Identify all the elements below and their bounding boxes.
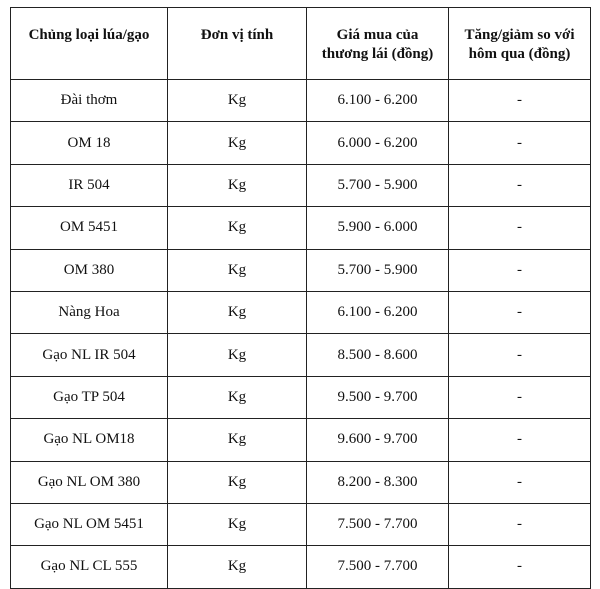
cell-change: -	[449, 334, 591, 376]
cell-change: -	[449, 419, 591, 461]
cell-rice-type: Gạo TP 504	[11, 376, 168, 418]
cell-unit: Kg	[168, 207, 307, 249]
table-row	[11, 249, 591, 291]
header-trader-price: Giá mua của thương lái (đồng)	[307, 8, 449, 80]
cell-unit: Kg	[168, 122, 307, 164]
table-row	[11, 291, 591, 333]
cell-change: -	[449, 291, 591, 333]
cell-rice-type: Nàng Hoa	[11, 291, 168, 333]
cell-trader-price: 9.600 - 9.700	[307, 419, 449, 461]
table-row	[11, 164, 591, 206]
cell-change: -	[449, 80, 591, 122]
cell-unit: Kg	[168, 249, 307, 291]
cell-change: -	[449, 461, 591, 503]
cell-rice-type: Đài thơm	[11, 80, 168, 122]
cell-unit: Kg	[168, 164, 307, 206]
cell-unit: Kg	[168, 503, 307, 545]
cell-rice-type: Gạo NL CL 555	[11, 546, 168, 588]
cell-rice-type: Gạo NL OM 5451	[11, 503, 168, 545]
cell-trader-price: 6.000 - 6.200	[307, 122, 449, 164]
cell-trader-price: 6.100 - 6.200	[307, 80, 449, 122]
cell-trader-price: 8.200 - 8.300	[307, 461, 449, 503]
cell-trader-price: 8.500 - 8.600	[307, 334, 449, 376]
cell-change: -	[449, 546, 591, 588]
cell-unit: Kg	[168, 546, 307, 588]
table-row	[11, 376, 591, 418]
cell-rice-type: Gạo NL OM18	[11, 419, 168, 461]
cell-change: -	[449, 249, 591, 291]
header-change: Tăng/giảm so với hôm qua (đồng)	[449, 8, 591, 80]
cell-rice-type: OM 5451	[11, 207, 168, 249]
cell-change: -	[449, 164, 591, 206]
cell-unit: Kg	[168, 461, 307, 503]
cell-unit: Kg	[168, 334, 307, 376]
cell-trader-price: 5.700 - 5.900	[307, 249, 449, 291]
cell-change: -	[449, 207, 591, 249]
table-header-row	[11, 8, 591, 80]
cell-rice-type: OM 380	[11, 249, 168, 291]
cell-rice-type: Gạo NL IR 504	[11, 334, 168, 376]
table-row	[11, 207, 591, 249]
cell-unit: Kg	[168, 291, 307, 333]
cell-rice-type: Gạo NL OM 380	[11, 461, 168, 503]
cell-trader-price: 7.500 - 7.700	[307, 503, 449, 545]
cell-unit: Kg	[168, 376, 307, 418]
cell-trader-price: 9.500 - 9.700	[307, 376, 449, 418]
cell-trader-price: 7.500 - 7.700	[307, 546, 449, 588]
table-row	[11, 461, 591, 503]
table-row	[11, 122, 591, 164]
cell-unit: Kg	[168, 419, 307, 461]
cell-trader-price: 5.900 - 6.000	[307, 207, 449, 249]
cell-unit: Kg	[168, 80, 307, 122]
cell-change: -	[449, 376, 591, 418]
cell-change: -	[449, 122, 591, 164]
table-row	[11, 503, 591, 545]
header-unit: Đơn vị tính	[168, 8, 307, 80]
cell-rice-type: IR 504	[11, 164, 168, 206]
table-row	[11, 546, 591, 588]
cell-trader-price: 5.700 - 5.900	[307, 164, 449, 206]
table-row	[11, 80, 591, 122]
rice-price-table	[10, 7, 591, 589]
cell-trader-price: 6.100 - 6.200	[307, 291, 449, 333]
cell-rice-type: OM 18	[11, 122, 168, 164]
header-rice-type: Chủng loại lúa/gạo	[11, 8, 168, 80]
table-row	[11, 419, 591, 461]
cell-change: -	[449, 503, 591, 545]
table-row	[11, 334, 591, 376]
table-body	[11, 80, 591, 589]
